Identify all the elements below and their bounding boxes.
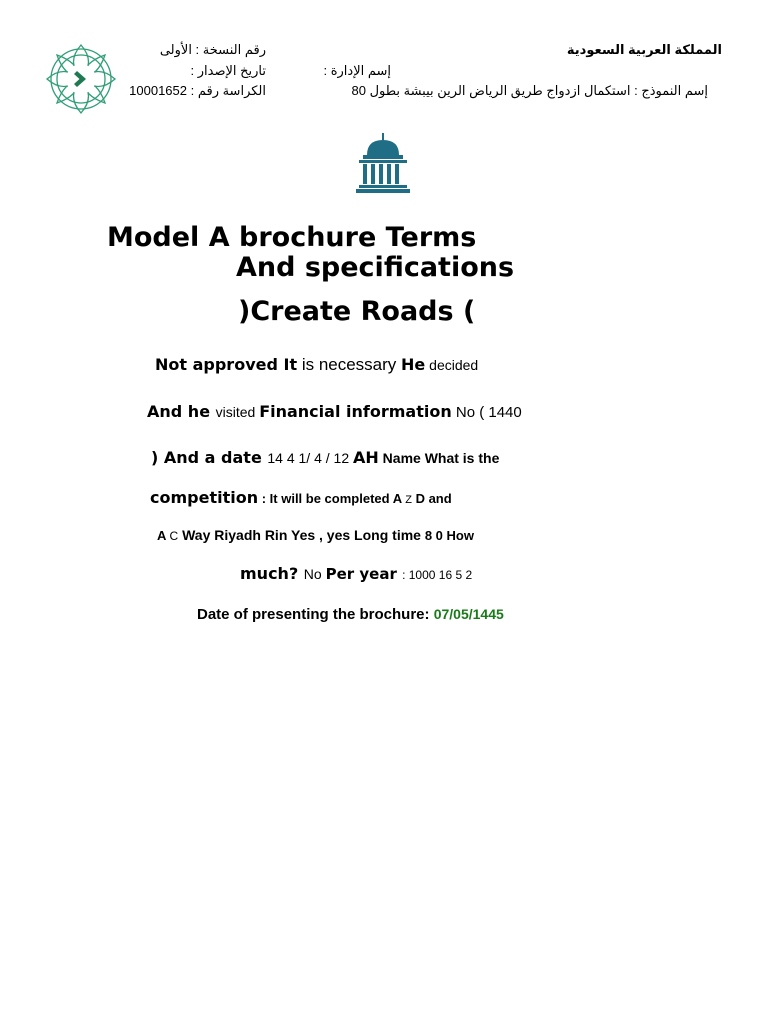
body-line-6: much? No Per year : 1000 16 5 2 bbox=[240, 564, 473, 583]
department-name: إسم الإدارة : bbox=[323, 63, 391, 78]
body-line-2: And he visited Financial information No ( 1440 bbox=[147, 402, 522, 421]
title-line-3: )Create Roads ( bbox=[238, 296, 476, 327]
issue-date: تاريخ الإصدار : bbox=[190, 63, 266, 78]
country-name: المملكة العربية السعودية bbox=[566, 42, 722, 57]
body-line-5: A C Way Riyadh Rin Yes , yes Long time 8 0 How bbox=[157, 527, 474, 543]
title-line-1: Model A brochure Terms bbox=[107, 222, 477, 253]
title-line-2: And specifications bbox=[236, 252, 515, 283]
presentation-date: Date of presenting the brochure: 07/05/1445 bbox=[197, 606, 504, 623]
booklet-number: الكراسة رقم : 10001652 bbox=[129, 83, 266, 98]
government-building-icon bbox=[355, 133, 411, 193]
presentation-date-value: 07/05/1445 bbox=[433, 606, 504, 622]
version-number: رقم النسخة : الأولى bbox=[159, 42, 266, 57]
body-line-4: competition : It will be completed A Z D and bbox=[150, 488, 452, 507]
body-line-1: Not approved It is necessary He decided bbox=[155, 355, 479, 374]
body-line-3: ) And a date 14 4 1/ 4 / 12 AH Name What is the bbox=[151, 448, 500, 467]
model-name: إسم النموذج : استكمال ازدواج طريق الرياض الرين بيبشة بطول 80 bbox=[351, 83, 708, 98]
ministry-logo-icon bbox=[44, 42, 118, 116]
